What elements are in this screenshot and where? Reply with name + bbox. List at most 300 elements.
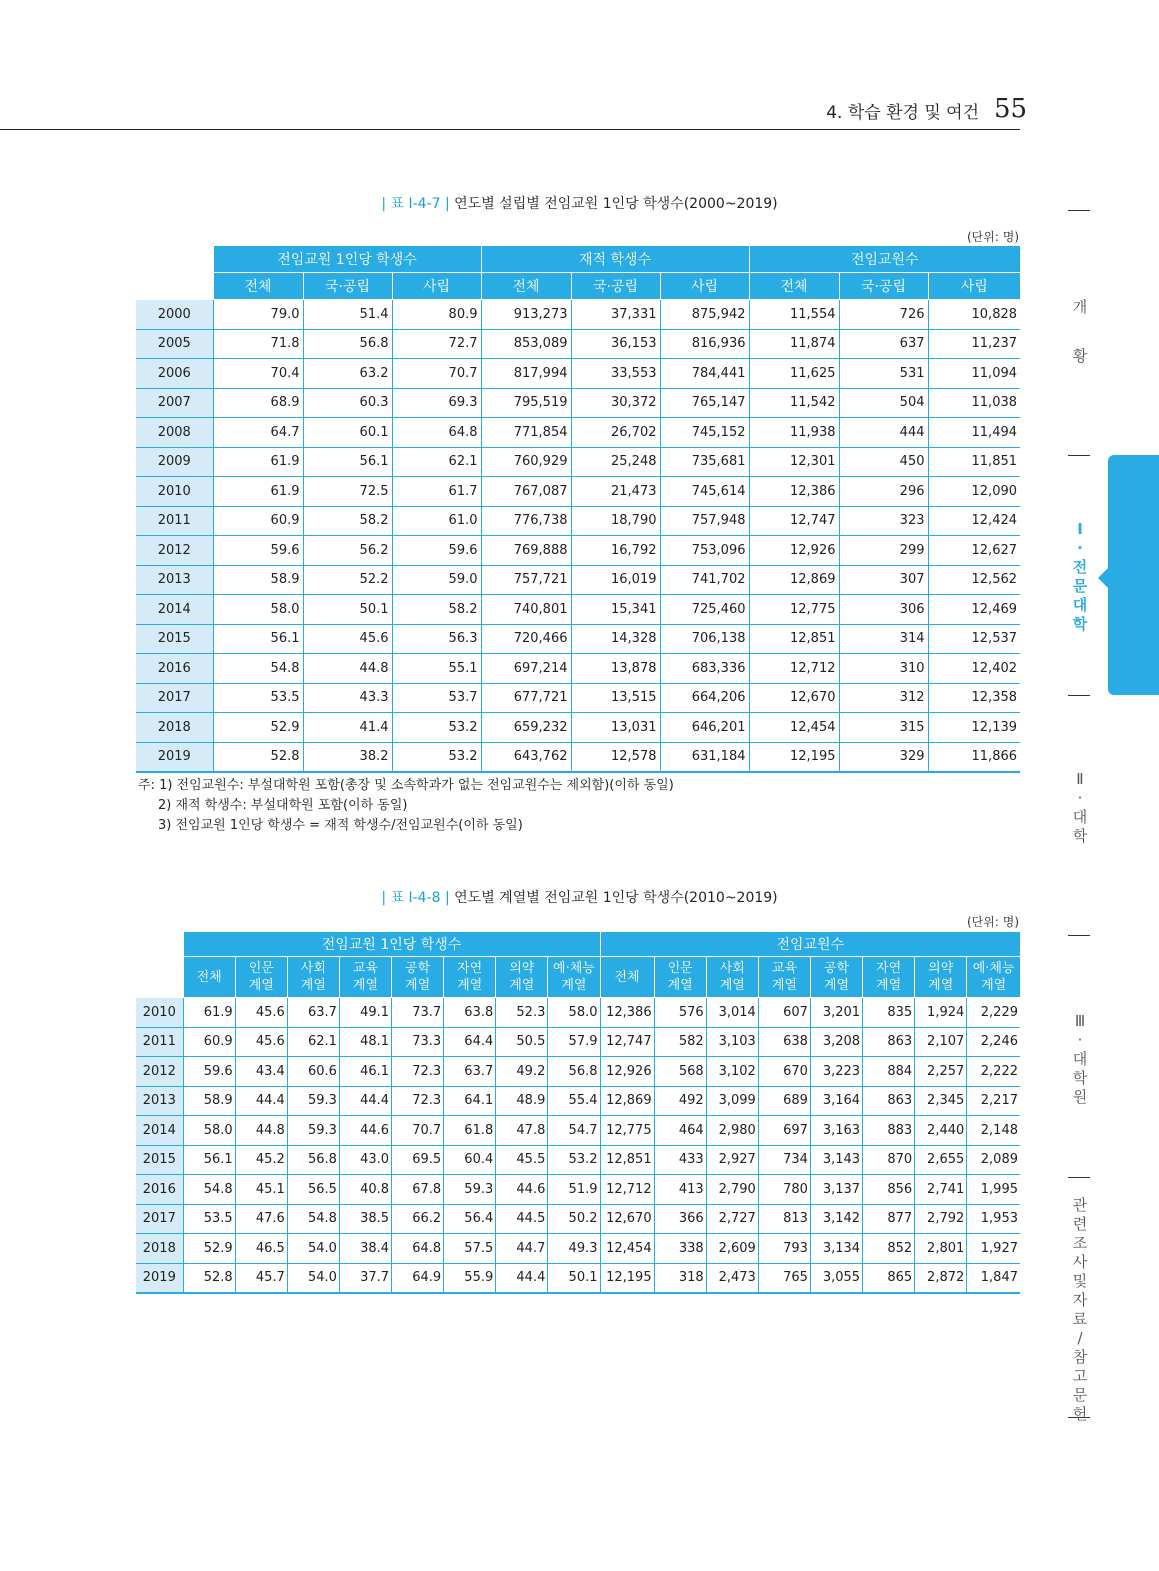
sidebar-char: 련 xyxy=(1072,1215,1088,1233)
table1-column-header: 국·공립 xyxy=(571,273,660,300)
table-cell: 12,090 xyxy=(928,477,1020,507)
table-cell: 45.6 xyxy=(235,1027,287,1057)
table2-column-header: 자연 계열 xyxy=(863,957,915,998)
table-cell: 72.7 xyxy=(392,329,481,359)
table-cell: 71.8 xyxy=(213,329,303,359)
table-cell: 1,924 xyxy=(915,998,967,1028)
table-row xyxy=(136,998,1020,1028)
row-year: 2017 xyxy=(136,1204,183,1234)
table-cell: 44.8 xyxy=(303,654,392,684)
table-cell: 12,869 xyxy=(600,1086,654,1116)
table-cell: 14,328 xyxy=(571,624,660,654)
table-cell: 54.0 xyxy=(287,1234,339,1264)
table-cell: 12,712 xyxy=(600,1175,654,1205)
table-cell: 72.5 xyxy=(303,477,392,507)
table-row xyxy=(136,1027,1020,1057)
table-cell: 12,747 xyxy=(749,506,839,536)
table-cell: 56.5 xyxy=(287,1175,339,1205)
row-year: 2000 xyxy=(136,300,213,330)
table-cell: 58.0 xyxy=(213,595,303,625)
table-cell: 56.1 xyxy=(303,447,392,477)
table-cell: 745,152 xyxy=(660,418,749,448)
table-cell: 12,386 xyxy=(600,998,654,1028)
table-cell: 64.4 xyxy=(444,1027,496,1057)
table-cell: 3,103 xyxy=(706,1027,758,1057)
table1-group-header: 전임교원수 xyxy=(749,246,1020,273)
row-year: 2012 xyxy=(136,536,213,566)
table-cell: 56.1 xyxy=(183,1145,235,1175)
table2-column-header: 교육 계열 xyxy=(758,957,810,998)
table-cell: 60.1 xyxy=(303,418,392,448)
table-cell: 450 xyxy=(839,447,928,477)
table-cell: 323 xyxy=(839,506,928,536)
table-cell: 56.2 xyxy=(303,536,392,566)
table-cell: 57.9 xyxy=(548,1027,600,1057)
table-cell: 54.8 xyxy=(183,1175,235,1205)
table-cell: 53.7 xyxy=(392,683,481,713)
table-cell: 13,031 xyxy=(571,713,660,743)
table-cell: 58.2 xyxy=(392,595,481,625)
table-cell: 12,139 xyxy=(928,713,1020,743)
table-cell: 12,670 xyxy=(600,1204,654,1234)
table-cell: 47.6 xyxy=(235,1204,287,1234)
table-cell: 2,257 xyxy=(915,1057,967,1087)
table-cell: 36,153 xyxy=(571,329,660,359)
table-cell: 884 xyxy=(863,1057,915,1087)
table-cell: 11,542 xyxy=(749,388,839,418)
table-cell: 299 xyxy=(839,536,928,566)
table-cell: 60.3 xyxy=(303,388,392,418)
table-cell: 813 xyxy=(758,1204,810,1234)
table-row xyxy=(136,654,1020,684)
table-cell: 59.3 xyxy=(287,1116,339,1146)
table-cell: 12,386 xyxy=(749,477,839,507)
table-cell: 883 xyxy=(863,1116,915,1146)
table-cell: 659,232 xyxy=(481,713,571,743)
table1-corner xyxy=(136,246,213,300)
table-cell: 11,866 xyxy=(928,742,1020,772)
table-cell: 38.2 xyxy=(303,742,392,772)
table-cell: 40.8 xyxy=(339,1175,391,1205)
table-cell: 33,553 xyxy=(571,359,660,389)
row-year: 2014 xyxy=(136,1116,183,1146)
table-cell: 64.8 xyxy=(392,1234,444,1264)
table-cell: 38.5 xyxy=(339,1204,391,1234)
table-cell: 877 xyxy=(863,1204,915,1234)
sidebar-char: · xyxy=(1077,789,1083,807)
table-cell: 12,775 xyxy=(749,595,839,625)
table-cell: 46.1 xyxy=(339,1057,391,1087)
table-cell: 72.3 xyxy=(392,1086,444,1116)
table-cell: 61.9 xyxy=(213,477,303,507)
table1-column-header: 전체 xyxy=(213,273,303,300)
sidebar-section-overview[interactable] xyxy=(1070,298,1090,396)
table-cell: 310 xyxy=(839,654,928,684)
table-cell: 2,655 xyxy=(915,1145,967,1175)
table-cell: 2,229 xyxy=(967,998,1020,1028)
table-row xyxy=(136,388,1020,418)
table-cell: 54.0 xyxy=(287,1263,339,1293)
table-cell: 11,874 xyxy=(749,329,839,359)
table-cell: 296 xyxy=(839,477,928,507)
table-cell: 875,942 xyxy=(660,300,749,330)
table-cell: 366 xyxy=(654,1204,706,1234)
table-cell: 720,466 xyxy=(481,624,571,654)
table-cell: 2,089 xyxy=(967,1145,1020,1175)
table2-column-header: 공학 계열 xyxy=(810,957,862,998)
table-cell: 3,143 xyxy=(810,1145,862,1175)
table-cell: 55.1 xyxy=(392,654,481,684)
table-cell: 638 xyxy=(758,1027,810,1057)
table-cell: 64.1 xyxy=(444,1086,496,1116)
table-cell: 3,163 xyxy=(810,1116,862,1146)
table-cell: 637 xyxy=(839,329,928,359)
table-cell: 433 xyxy=(654,1145,706,1175)
table-cell: 70.7 xyxy=(392,1116,444,1146)
sidebar-divider xyxy=(1068,1177,1090,1178)
table-cell: 12,712 xyxy=(749,654,839,684)
row-year: 2017 xyxy=(136,683,213,713)
table-cell: 3,014 xyxy=(706,998,758,1028)
table-cell: 70.4 xyxy=(213,359,303,389)
table-row xyxy=(136,1175,1020,1205)
table1-notes xyxy=(138,776,674,836)
table-cell: 12,578 xyxy=(571,742,660,772)
sidebar-char: 사 xyxy=(1072,1253,1088,1271)
sidebar-active-arrow xyxy=(1098,568,1108,588)
table-cell: 12,424 xyxy=(928,506,1020,536)
table-cell: 59.0 xyxy=(392,565,481,595)
table-cell: 12,469 xyxy=(928,595,1020,625)
table-cell: 79.0 xyxy=(213,300,303,330)
table-cell: 2,801 xyxy=(915,1234,967,1264)
table-cell: 44.6 xyxy=(496,1175,548,1205)
table-cell: 3,142 xyxy=(810,1204,862,1234)
table-row xyxy=(136,683,1020,713)
table-cell: 50.2 xyxy=(548,1204,600,1234)
sidebar-char: 조 xyxy=(1072,1234,1088,1252)
table2-column-header: 사회 계열 xyxy=(287,957,339,998)
table-cell: 48.1 xyxy=(339,1027,391,1057)
table-cell: 306 xyxy=(839,595,928,625)
table-cell: 53.2 xyxy=(392,713,481,743)
table-cell: 2,727 xyxy=(706,1204,758,1234)
table-cell: 44.4 xyxy=(339,1086,391,1116)
table-cell: 58.9 xyxy=(213,565,303,595)
table1-caption xyxy=(0,193,1159,213)
table2-column-header: 사회 계열 xyxy=(706,957,758,998)
table-cell: 60.6 xyxy=(287,1057,339,1087)
row-year: 2009 xyxy=(136,447,213,477)
table-cell: 43.4 xyxy=(235,1057,287,1087)
sidebar-char: 문 xyxy=(1072,577,1088,595)
table-cell: 670 xyxy=(758,1057,810,1087)
sidebar-char: Ⅲ xyxy=(1074,1012,1086,1030)
table2-column-header: 교육 계열 xyxy=(339,957,391,998)
table-cell: 12,869 xyxy=(749,565,839,595)
table-cell: 3,099 xyxy=(706,1086,758,1116)
table-cell: 13,515 xyxy=(571,683,660,713)
table-cell: 12,537 xyxy=(928,624,1020,654)
table2-column-header: 공학 계열 xyxy=(392,957,444,998)
table-cell: 913,273 xyxy=(481,300,571,330)
table-cell: 44.8 xyxy=(235,1116,287,1146)
table-cell: 30,372 xyxy=(571,388,660,418)
row-year: 2018 xyxy=(136,713,213,743)
table-cell: 863 xyxy=(863,1027,915,1057)
table-cell: 58.0 xyxy=(548,998,600,1028)
sidebar-section-junior-college[interactable] xyxy=(1070,520,1090,634)
table-cell: 504 xyxy=(839,388,928,418)
table-row xyxy=(136,1086,1020,1116)
table-row xyxy=(136,565,1020,595)
table-cell: 54.8 xyxy=(287,1204,339,1234)
table-cell: 12,851 xyxy=(749,624,839,654)
sidebar-char: 및 xyxy=(1072,1272,1088,1290)
table-cell: 725,460 xyxy=(660,595,749,625)
sidebar-char: 대 xyxy=(1072,596,1088,614)
table-cell: 52.8 xyxy=(183,1263,235,1293)
table-cell: 50.1 xyxy=(548,1263,600,1293)
table-cell: 44.7 xyxy=(496,1234,548,1264)
table-cell: 817,994 xyxy=(481,359,571,389)
table-cell: 37,331 xyxy=(571,300,660,330)
table-cell: 318 xyxy=(654,1263,706,1293)
table-cell: 45.2 xyxy=(235,1145,287,1175)
sidebar-char: 대 xyxy=(1072,1050,1088,1068)
table-row xyxy=(136,1145,1020,1175)
table-row xyxy=(136,506,1020,536)
sidebar-char: Ⅰ xyxy=(1077,520,1083,538)
table-cell: 757,948 xyxy=(660,506,749,536)
table-cell: 741,702 xyxy=(660,565,749,595)
table-cell: 56.8 xyxy=(303,329,392,359)
table-cell: 765 xyxy=(758,1263,810,1293)
table-cell: 2,107 xyxy=(915,1027,967,1057)
sidebar-char: 황 xyxy=(1072,347,1088,365)
table-cell: 12,195 xyxy=(749,742,839,772)
table-cell: 3,201 xyxy=(810,998,862,1028)
row-year: 2014 xyxy=(136,595,213,625)
table-cell: 16,792 xyxy=(571,536,660,566)
table-cell: 37.7 xyxy=(339,1263,391,1293)
table-cell: 45.1 xyxy=(235,1175,287,1205)
table-row xyxy=(136,1204,1020,1234)
table-row xyxy=(136,359,1020,389)
row-year: 2008 xyxy=(136,418,213,448)
table-cell: 767,087 xyxy=(481,477,571,507)
sidebar-divider xyxy=(1068,210,1090,211)
table-cell: 856 xyxy=(863,1175,915,1205)
table-cell: 12,402 xyxy=(928,654,1020,684)
table2-unit: (단위: 명) xyxy=(967,915,1019,929)
chapter-title: 4. 학습 환경 및 여건 xyxy=(826,103,979,123)
table-cell: 2,927 xyxy=(706,1145,758,1175)
table1 xyxy=(136,246,1020,773)
table-row xyxy=(136,1263,1020,1293)
table-cell: 12,926 xyxy=(749,536,839,566)
table-cell: 64.9 xyxy=(392,1263,444,1293)
sidebar-char: 학 xyxy=(1072,1069,1088,1087)
table-cell: 59.6 xyxy=(183,1057,235,1087)
table1-group-header: 전임교원 1인당 학생수 xyxy=(213,246,481,273)
table1-column-header: 사립 xyxy=(660,273,749,300)
table-cell: 62.1 xyxy=(392,447,481,477)
sidebar-section-graduate-school[interactable] xyxy=(1070,1012,1090,1107)
table-cell: 735,681 xyxy=(660,447,749,477)
table-cell: 312 xyxy=(839,683,928,713)
table-cell: 43.3 xyxy=(303,683,392,713)
table-cell: 314 xyxy=(839,624,928,654)
table-cell: 3,102 xyxy=(706,1057,758,1087)
row-year: 2015 xyxy=(136,624,213,654)
table-cell: 697,214 xyxy=(481,654,571,684)
table-row xyxy=(136,536,1020,566)
row-year: 2019 xyxy=(136,742,213,772)
table1-column-header: 국·공립 xyxy=(303,273,392,300)
table1-unit: (단위: 명) xyxy=(967,230,1019,244)
table-cell: 683,336 xyxy=(660,654,749,684)
table-cell: 607 xyxy=(758,998,810,1028)
table-cell: 757,721 xyxy=(481,565,571,595)
table-cell: 15,341 xyxy=(571,595,660,625)
table-cell: 45.7 xyxy=(235,1263,287,1293)
table-cell: 2,246 xyxy=(967,1027,1020,1057)
sidebar-char: 고 xyxy=(1072,1367,1088,1385)
table-cell: 11,554 xyxy=(749,300,839,330)
table-cell: 3,137 xyxy=(810,1175,862,1205)
table-cell: 73.7 xyxy=(392,998,444,1028)
table-cell: 2,473 xyxy=(706,1263,758,1293)
table-cell: 3,208 xyxy=(810,1027,862,1057)
table-row xyxy=(136,447,1020,477)
table-cell: 464 xyxy=(654,1116,706,1146)
table2-caption-title: 연도별 계열별 전임교원 1인당 학생수(2010~2019) xyxy=(454,890,778,906)
table-cell: 816,936 xyxy=(660,329,749,359)
table-cell: 60.4 xyxy=(444,1145,496,1175)
table2-column-header: 예·체능 계열 xyxy=(548,957,600,998)
table-cell: 45.6 xyxy=(303,624,392,654)
table-cell: 2,222 xyxy=(967,1057,1020,1087)
table-cell: 646,201 xyxy=(660,713,749,743)
table-cell: 12,301 xyxy=(749,447,839,477)
table2-corner xyxy=(136,932,183,998)
table-cell: 643,762 xyxy=(481,742,571,772)
row-year: 2012 xyxy=(136,1057,183,1087)
row-year: 2011 xyxy=(136,506,213,536)
table-cell: 53.5 xyxy=(213,683,303,713)
table-row xyxy=(136,329,1020,359)
table-cell: 697 xyxy=(758,1116,810,1146)
table2-column-header: 의약 계열 xyxy=(915,957,967,998)
row-year: 2016 xyxy=(136,654,213,684)
table1-note: 2) 재적 학생수: 부설대학원 포함(이하 동일) xyxy=(158,798,408,813)
table2-column-header: 의약 계열 xyxy=(496,957,548,998)
table-cell: 61.8 xyxy=(444,1116,496,1146)
table-cell: 25,248 xyxy=(571,447,660,477)
sidebar-section-references[interactable] xyxy=(1070,1196,1090,1424)
table-cell: 49.3 xyxy=(548,1234,600,1264)
table-row xyxy=(136,742,1020,772)
table-cell: 771,854 xyxy=(481,418,571,448)
row-year: 2015 xyxy=(136,1145,183,1175)
sidebar-divider xyxy=(1068,695,1090,696)
table-cell: 853,089 xyxy=(481,329,571,359)
table-cell: 66.2 xyxy=(392,1204,444,1234)
table-cell: 1,995 xyxy=(967,1175,1020,1205)
table-cell: 1,953 xyxy=(967,1204,1020,1234)
table-cell: 11,625 xyxy=(749,359,839,389)
table-cell: 56.1 xyxy=(213,624,303,654)
row-year: 2005 xyxy=(136,329,213,359)
table-cell: 2,345 xyxy=(915,1086,967,1116)
table2-caption xyxy=(0,887,1159,907)
table-cell: 61.7 xyxy=(392,477,481,507)
table-cell: 51.9 xyxy=(548,1175,600,1205)
table-cell: 44.4 xyxy=(235,1086,287,1116)
table-cell: 53.5 xyxy=(183,1204,235,1234)
table-cell: 1,927 xyxy=(967,1234,1020,1264)
table-cell: 689 xyxy=(758,1086,810,1116)
table-cell: 413 xyxy=(654,1175,706,1205)
table-cell: 784,441 xyxy=(660,359,749,389)
table-cell: 12,195 xyxy=(600,1263,654,1293)
table-cell: 760,929 xyxy=(481,447,571,477)
table-cell: 740,801 xyxy=(481,595,571,625)
table-cell: 3,134 xyxy=(810,1234,862,1264)
table-cell: 2,790 xyxy=(706,1175,758,1205)
table-row xyxy=(136,595,1020,625)
table2-column-header: 전체 xyxy=(183,957,235,998)
table-cell: 12,775 xyxy=(600,1116,654,1146)
table-cell: 12,627 xyxy=(928,536,1020,566)
sidebar-char: 문 xyxy=(1072,1386,1088,1404)
table-cell: 769,888 xyxy=(481,536,571,566)
table-cell: 576 xyxy=(654,998,706,1028)
table-cell: 59.6 xyxy=(392,536,481,566)
table-cell: 52.9 xyxy=(213,713,303,743)
table-cell: 60.9 xyxy=(213,506,303,536)
sidebar-divider xyxy=(1068,935,1090,936)
table-cell: 765,147 xyxy=(660,388,749,418)
table-cell: 73.3 xyxy=(392,1027,444,1057)
table-cell: 59.3 xyxy=(287,1086,339,1116)
table-cell: 63.7 xyxy=(444,1057,496,1087)
sidebar-section-university[interactable] xyxy=(1070,770,1090,846)
table-cell: 68.9 xyxy=(213,388,303,418)
table-row xyxy=(136,477,1020,507)
table-cell: 54.8 xyxy=(213,654,303,684)
row-year: 2010 xyxy=(136,477,213,507)
table-cell: 3,223 xyxy=(810,1057,862,1087)
table-cell: 338 xyxy=(654,1234,706,1264)
table-cell: 53.2 xyxy=(548,1145,600,1175)
table-cell: 64.7 xyxy=(213,418,303,448)
table-cell: 2,741 xyxy=(915,1175,967,1205)
table1-column-header: 사립 xyxy=(928,273,1020,300)
table-cell: 11,851 xyxy=(928,447,1020,477)
table-cell: 60.9 xyxy=(183,1027,235,1057)
table-cell: 53.2 xyxy=(392,742,481,772)
table-cell: 59.3 xyxy=(444,1175,496,1205)
table-cell: 50.1 xyxy=(303,595,392,625)
table1-column-header: 전체 xyxy=(749,273,839,300)
table-cell: 69.5 xyxy=(392,1145,444,1175)
table-cell: 72.3 xyxy=(392,1057,444,1087)
table-cell: 3,055 xyxy=(810,1263,862,1293)
row-year: 2019 xyxy=(136,1263,183,1293)
table-cell: 43.0 xyxy=(339,1145,391,1175)
